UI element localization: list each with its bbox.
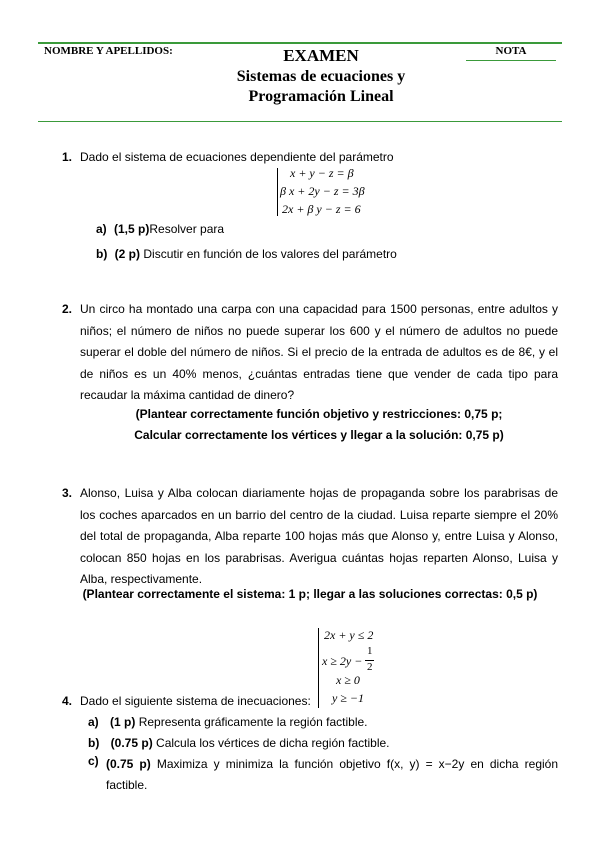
q2-number: 2. [62,302,73,316]
q1-system-brace [277,168,278,216]
q4-part-b [88,736,390,750]
q4-c-label: c) [88,754,99,768]
q4-c-text: Maximiza y minimiza la función objetivo f(x, y) = x−2y en dicha región factible. [106,757,559,792]
exam-subtitle-line2: Programación Lineal [248,88,394,105]
exam-title: EXAMEN [283,46,359,65]
q4-fraction-denominator: 2 [367,661,373,673]
q4-b-points: (0.75 p) [110,736,153,750]
q3-text: Alonso, Luisa y Alba colocan diariamente hojas de propaganda sobre los parabrisas de los coches aparcados en un barrio del centro de la ciudad. Luisa reparte siempre el 20% del total de propaganda, Alba reparte 100 hojas más que Alonso y, entre Luisa y Alonso, colocan 850 hojas en los parabrisas. Averigua cuántas hojas reparten Alonso, Luisa y Alba, respectivamente. [80,486,558,586]
q1-number: 1. [62,150,73,164]
q4-text: Dado el siguiente sistema de inecuaciones: [80,694,311,708]
header-top-rule [38,42,562,44]
q4-b-label: b) [88,736,100,750]
q4-fraction-numerator: 1 [367,645,373,657]
q1-a-text: Resolver para [149,222,225,236]
q4-part-a [88,715,368,729]
q1-b-points: (2 p) [114,247,141,261]
grade-label: NOTA [495,45,527,57]
q4-part-c [88,754,558,796]
q1-equation-2: β x + 2y − z = 3β [280,184,365,198]
q4-a-points: (1 p) [110,715,136,729]
q4-inequality-1: 2x + y ≤ 2 [324,628,374,642]
q1-part-a [96,222,224,236]
q4-c-body [106,754,558,796]
q4-inequality-2: x ≥ 2y − [322,654,363,668]
q1-equation-3: 2x + β y − z = 6 [282,202,361,216]
q1-a-label: a) [96,222,107,236]
header-bottom-rule [38,121,562,122]
q4-a-text: Representa gráficamente la región factible. [138,715,368,729]
q2-criteria-1: (Plantear correctamente función objetivo y restricciones: 0,75 p; [135,407,503,421]
q1-equation-1: x + y − z = β [290,166,354,180]
q1-a-points: (1,5 p) [114,222,150,236]
q1-b-label: b) [96,247,108,261]
q3-number: 3. [62,486,73,500]
q2-criteria-2: Calcular correctamente los vértices y llegar a la solución: 0,75 p) [134,428,504,442]
q4-inequality-3: x ≥ 0 [336,673,360,687]
q2-text: Un circo ha montado una carpa con una capacidad para 1500 personas, entre adultos y niños; el número de niños no puede superar los 600 y el número de adultos no puede superar el doble del número de niños. Si el precio de la entrada de adultos es de 8€, y el de niños es un 40% menos, ¿cuántas entradas tiene que vender de cada tipo para recaudar la máxima cantidad de dinero? [80,302,558,402]
q4-number: 4. [62,694,73,708]
name-label: NOMBRE Y APELLIDOS: [44,45,173,57]
q3-criteria: (Plantear correctamente el sistema: 1 p; llegar a las soluciones correctas: 0,5 p) [82,587,538,601]
q4-c-points: (0.75 p) [106,757,151,771]
exam-subtitle-line1: Sistemas de ecuaciones y [236,68,406,85]
q4-b-text: Calcula los vértices de dicha región factible. [156,736,390,750]
q1-text: Dado el sistema de ecuaciones dependiente del parámetro [80,150,394,164]
q1-part-b [96,247,397,261]
grade-underline [466,60,556,61]
q1-b-text: Discutir en función de los valores del parámetro [143,247,397,261]
q4-system-brace [318,628,319,708]
q4-a-label: a) [88,715,99,729]
q4-inequality-4: y ≥ −1 [332,691,365,705]
